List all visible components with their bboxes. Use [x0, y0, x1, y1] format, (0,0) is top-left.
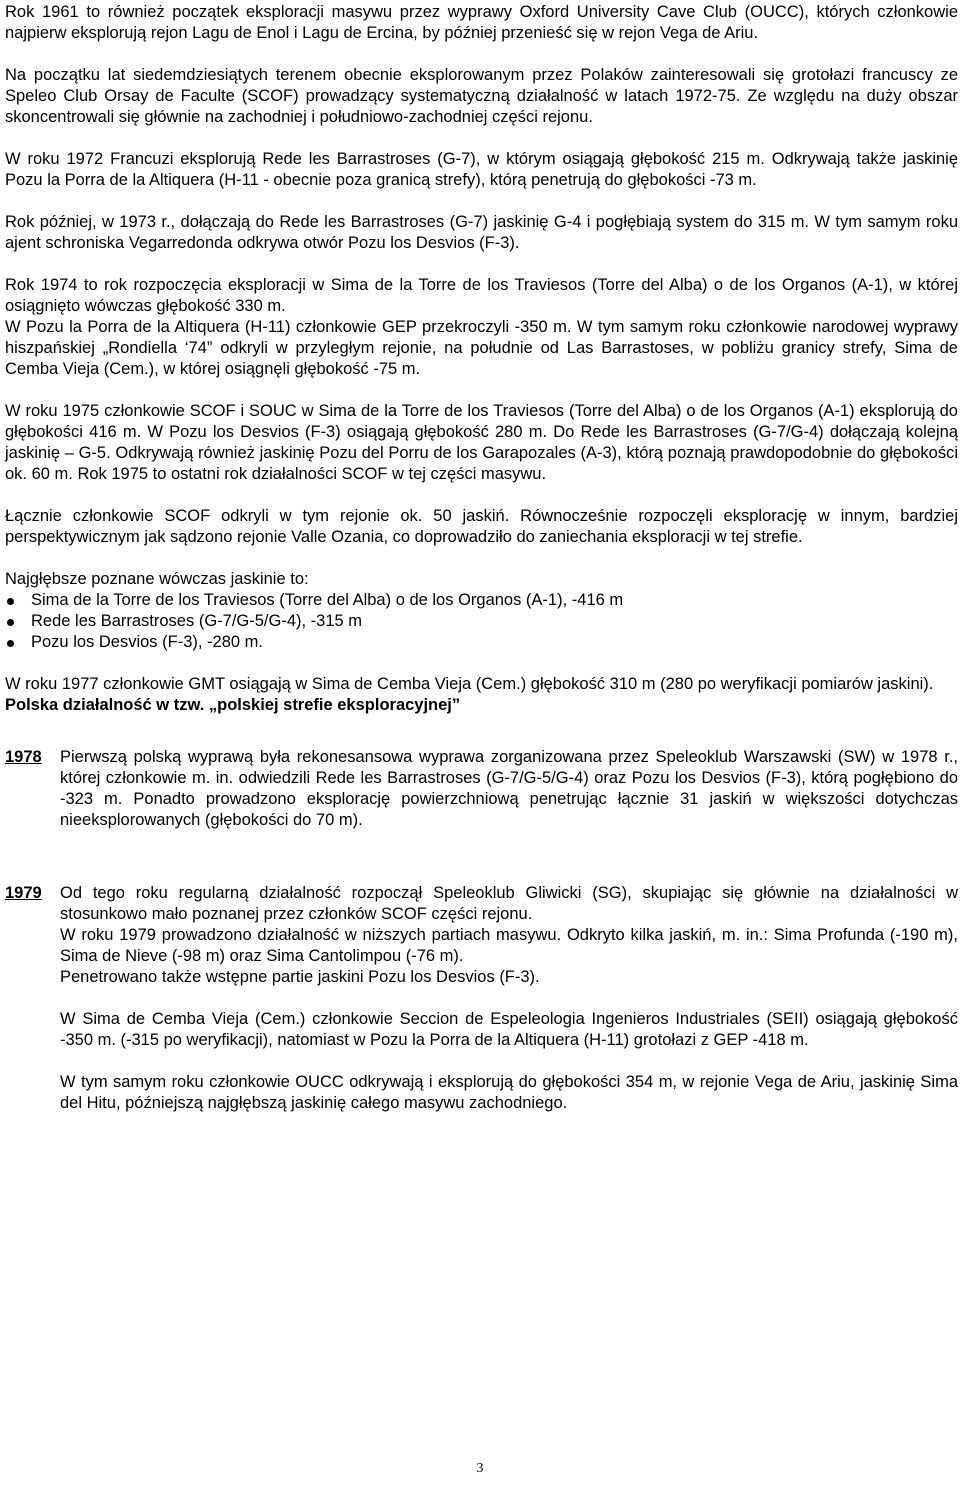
list-item: Rede les Barrastroses (G-7/G-5/G-4), -315 m: [5, 611, 958, 632]
paragraph-1977: W roku 1977 członkowie GMT osiągają w Sima de Cemba Vieja (Cem.) głębokość 310 m (280 po weryfikacji pomiarów jaskini).: [5, 675, 934, 693]
paragraph-gep: W Pozu la Porra de la Altiquera (H-11) członkowie GEP przekroczyli -350 m. W tym samym roku członkowie narodowej wyprawy hiszpańskiej „Rondiella ‘74” odkryli w przyległym rejonie, na południe od Las Barrastoses, w pobliżu granicy strefy, Sima de Cemba Vieja (Cem.), w której osiągnęli głębokość -75 m.: [5, 318, 958, 378]
year-entry-1978: [5, 747, 958, 831]
paragraph-scof: Na początku lat siedemdziesiątych terenem obecnie eksplorowanym przez Polaków zainteresowali się grotołazi francuscy ze Speleo Club Orsay de Faculte (SCOF) prowadzący systematyczną działalność w latach 1972-75. Ze względu na duży obszar skoncentrowali się głównie na zachodniej i południowo-zachodniej części rejonu.: [5, 66, 958, 126]
year-paragraph: W Sima de Cemba Vieja (Cem.) członkowie Seccion de Espeleologia Ingenieros Industriales (SEII) osiągają głębokość -350 m. (-315 po weryfikacji), natomiast w Pozu la Porra de la Altiquera (H-11) grotołazi z GEP -418 m.: [60, 1010, 958, 1049]
paragraph-summary: Łącznie członkowie SCOF odkryli w tym rejonie ok. 50 jaskiń. Równocześnie rozpoczęli eksplorację w innym, bardziej perspektywicznym jak sądzono rejonie Valle Ozania, co doprowadziło do zaniechania eksploracji w tej strefie.: [5, 507, 958, 546]
year-body: [60, 747, 958, 831]
paragraph-deepest-intro: Najgłębsze poznane wówczas jaskinie to:: [5, 570, 309, 588]
year-paragraph: W roku 1979 prowadzono działalność w niższych partiach masywu. Odkryto kilka jaskiń, m. in.: Sima Profunda (-190 m), Sima de Nieve (-98 m) oraz Sima Cantolimpou (-76 m).: [60, 926, 958, 965]
paragraph-1972: W roku 1972 Francuzi eksplorują Rede les Barrastroses (G-7), w którym osiągają głębokość 215 m. Odkrywają także jaskinię Pozu la Porra de la Altiquera (H-11 - obecnie poza granicą strefy), którą penetrują do głębokości -73 m.: [5, 150, 958, 189]
year-label: 1979: [5, 884, 42, 902]
year-paragraph: Od tego roku regularną działalność rozpoczął Speleoklub Gliwicki (SG), skupiając się głównie na działalności w stosunkowo mało poznanej przez członków SCOF części rejonu.: [60, 884, 958, 923]
year-paragraph: Penetrowano także wstępne partie jaskini Pozu los Desvios (F-3).: [60, 968, 540, 986]
year-paragraph: Pierwszą polską wyprawą była rekonesansowa wyprawa zorganizowana przez Speleoklub Warszawski (SW) w 1978 r., której członkowie m. in. odwiedzili Rede les Barrastroses (G-7/G-5/G-4) oraz Pozu los Desvios (F-3), którą pogłębiono do -323 m. Ponadto prowadzono eksplorację powierzchniową penetrując łącznie 31 jaskiń w większości dotychczas nieeksplorowanych (głębokości do 70 m).: [60, 748, 958, 829]
paragraph-oucc: Rok 1961 to również początek eksploracji masywu przez wyprawy Oxford University Cave Club (OUCC), których członkowie najpierw eksplorują rejon Lagu de Enol i Lagu de Ercina, by później przenieść się w rejon Vega de Ariu.: [5, 3, 958, 42]
year-body: [60, 883, 958, 1114]
list-item: Sima de la Torre de los Traviesos (Torre del Alba) o de los Organos (A-1), -416 m: [5, 590, 958, 611]
paragraph-1973: Rok później, w 1973 r., dołączają do Rede les Barrastroses (G-7) jaskinię G-4 i pogłębiają system do 315 m. W tym samym roku ajent schroniska Vegarredonda odkrywa otwór Pozu los Desvios (F-3).: [5, 213, 958, 252]
paragraph-1975: W roku 1975 członkowie SCOF i SOUC w Sima de la Torre de los Traviesos (Torre del Alba) o de los Organos (A-1) eksplorują do głębokości 416 m. W Pozu los Desvios (F-3) osiągają głębokość 280 m. Do Rede les Barrastroses (G-7/G-4) dołączają kolejną jaskinię – G-5. Odkrywają również jaskinię Pozu del Porru de los Garapozales (A-3), którą poznają prawdopodobnie do głębokości ok. 60 m. Rok 1975 to ostatni rok działalności SCOF w tej części masywu.: [5, 402, 958, 483]
page-number: 3: [476, 1461, 484, 1476]
deepest-caves-list: [5, 590, 958, 653]
document-page: [5, 2, 958, 1114]
year-label: 1978: [5, 748, 42, 766]
list-item: Pozu los Desvios (F-3), -280 m.: [5, 632, 958, 653]
year-paragraph: W tym samym roku członkowie OUCC odkrywają i eksplorują do głębokości 354 m, w rejonie Vega de Ariu, jaskinię Sima del Hitu, późniejszą najgłębszą jaskinię całego masywu zachodniego.: [60, 1073, 958, 1112]
paragraph-1974: Rok 1974 to rok rozpoczęcia eksploracji w Sima de la Torre de los Traviesos (Torre del Alba) o de los Organos (A-1), w której osiągnięto wówczas głębokość 330 m.: [5, 276, 958, 315]
year-entry-1979: [5, 883, 958, 1114]
section-heading: Polska działalność w tzw. „polskiej strefie eksploracyjnej”: [5, 696, 461, 714]
